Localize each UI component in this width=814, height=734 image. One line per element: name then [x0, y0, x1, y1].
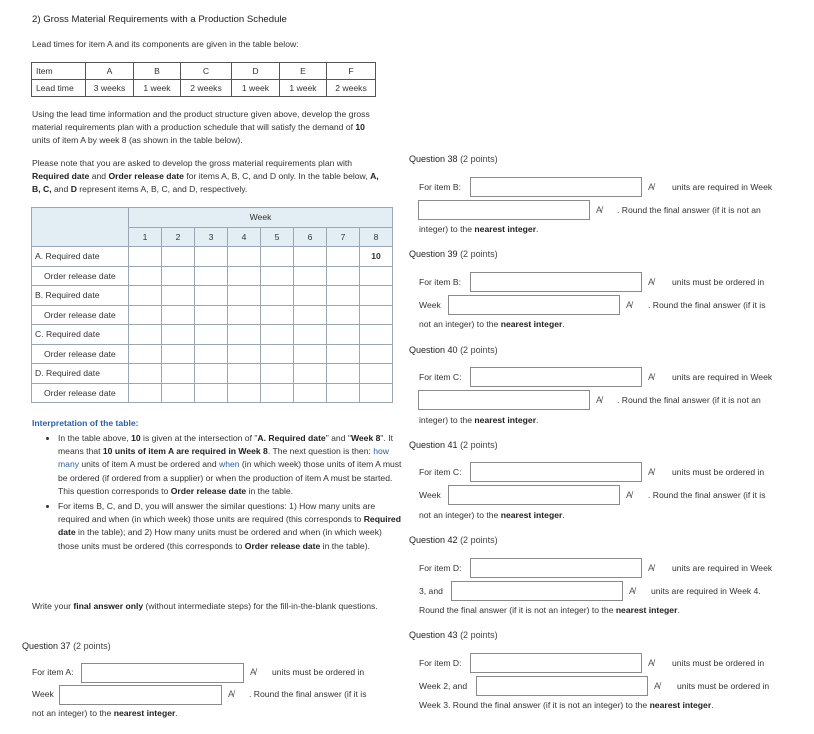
lead-th: E: [280, 63, 327, 80]
q40-note: integer) to the nearest integer.: [419, 415, 539, 425]
q42-text: 3, and: [419, 586, 443, 596]
q39-week-input[interactable]: [448, 295, 620, 315]
q41-label: For item C:: [419, 467, 462, 477]
q40-units-input[interactable]: [470, 367, 642, 387]
week-cell: [195, 344, 228, 364]
week-cell: [294, 383, 327, 403]
q40-text: . Round the final answer (if it is not an: [617, 395, 761, 405]
week-cell: [129, 383, 162, 403]
page-title: 2) Gross Material Requirements with a Production Schedule: [32, 14, 287, 25]
row-label: A. Required date: [32, 247, 129, 267]
week-number: 7: [327, 227, 360, 247]
week-cell: [294, 305, 327, 325]
week-cell: [294, 266, 327, 286]
week-cell: [129, 325, 162, 345]
q42-text: units are required in Week: [672, 563, 773, 573]
q43-text: units must be ordered in: [677, 681, 770, 691]
week-cell: [228, 325, 261, 345]
q43-note: Week 3. Round the final answer (if it is not an integer) to the nearest integer.: [419, 700, 714, 710]
q42-note: Round the final answer (if it is not an integer) to the nearest integer.: [419, 605, 680, 615]
week-cell: [261, 247, 294, 267]
q37-text: . Round the final answer (if it is: [249, 689, 367, 699]
week-cell: [195, 247, 228, 267]
week-table-row: [32, 305, 393, 325]
week-cell: [360, 325, 393, 345]
spellcheck-icon[interactable]: A̸: [648, 658, 655, 668]
lead-th: F: [327, 63, 376, 80]
q42-text: units are required in Week 4.: [651, 586, 761, 596]
q39-note: not an integer) to the nearest integer.: [419, 319, 565, 329]
week-cell: [162, 344, 195, 364]
q41-note: not an integer) to the nearest integer.: [419, 510, 565, 520]
spellcheck-icon[interactable]: A̸: [626, 300, 633, 310]
week-number: 1: [129, 227, 162, 247]
week-table-row: [32, 266, 393, 286]
lead-th: Item: [32, 63, 86, 80]
week-cell: [294, 344, 327, 364]
week-cell: [261, 266, 294, 286]
week-cell: [261, 383, 294, 403]
q38-title: Question 38 (2 points): [409, 154, 498, 164]
week-cell: [261, 286, 294, 306]
q40-title: Question 40 (2 points): [409, 345, 498, 355]
row-label: Order release date: [32, 383, 129, 403]
week-header: Week: [129, 208, 393, 228]
week-cell: [162, 364, 195, 384]
week-table-row: [32, 364, 393, 384]
spellcheck-icon[interactable]: A̸: [654, 681, 661, 691]
week-cell: [327, 364, 360, 384]
spellcheck-icon[interactable]: A̸: [648, 277, 655, 287]
week-cell: [195, 383, 228, 403]
spellcheck-icon[interactable]: A̸: [648, 182, 655, 192]
week-cell: [360, 383, 393, 403]
q39-label: For item B:: [419, 277, 462, 287]
week-table-row: [32, 383, 393, 403]
q37-week-input[interactable]: [59, 685, 222, 705]
lead-th: A: [86, 63, 134, 80]
q38-label: For item B:: [419, 182, 462, 192]
week-number: 6: [294, 227, 327, 247]
week-cell: [129, 305, 162, 325]
week-cell: [195, 266, 228, 286]
q38-note: integer) to the nearest integer.: [419, 224, 539, 234]
q43-label: For item D:: [419, 658, 462, 668]
q37-label: For item A:: [32, 667, 74, 677]
week-cell: [162, 286, 195, 306]
week-cell: [162, 305, 195, 325]
week-cell: [294, 364, 327, 384]
q39-text: units must be ordered in: [672, 277, 765, 287]
q41-week-label: Week: [419, 490, 441, 500]
week-table: [31, 207, 393, 403]
week-number: 8: [360, 227, 393, 247]
lead-intro: Lead times for item A and its components are given in the table below:: [32, 39, 299, 49]
lead-cell: 1 week: [280, 80, 327, 97]
spellcheck-icon[interactable]: A̸: [228, 689, 235, 699]
note-para: Please note that you are asked to develop the gross material requirements plan with Required date and Order release date for items A, B, C, and D only. In the table below, A, B, C, and D represent items A, B, C, and D, respectively.: [32, 158, 379, 194]
week-cell: [261, 325, 294, 345]
interpretation-title: Interpretation of the table:: [32, 418, 139, 428]
instructions-para: Using the lead time information and the product structure given above, develop the gross material requirements plan with a production schedule that will satisfy the demand of 10 units of item A by week 8 (as shown in the table below).: [32, 109, 370, 145]
q43-text: Week 2, and: [419, 681, 468, 691]
lead-cell: 1 week: [134, 80, 181, 97]
lead-th: C: [181, 63, 232, 80]
q39-text: . Round the final answer (if it is: [648, 300, 766, 310]
lead-th: D: [232, 63, 280, 80]
week-cell: [327, 305, 360, 325]
week-cell: [162, 266, 195, 286]
q41-text: . Round the final answer (if it is: [648, 490, 766, 500]
q37-week-label: Week: [32, 689, 54, 699]
week-cell: [294, 286, 327, 306]
week-cell: [129, 266, 162, 286]
week-cell: [327, 383, 360, 403]
week-table-row: [32, 344, 393, 364]
q40-week-input[interactable]: [418, 390, 590, 410]
week-cell: [195, 286, 228, 306]
week-cell: 10: [360, 247, 393, 267]
week-table-row: [32, 286, 393, 306]
week-cell: [228, 344, 261, 364]
q38-week-input[interactable]: [418, 200, 590, 220]
spellcheck-icon[interactable]: A̸: [629, 586, 636, 596]
bullet-2: • For items B, C, and D, you will answer the similar questions: 1) How many units are required and when (in which week) those units are required (this corresponds to Required date in the table); and 2) How many units must be ordered and when (in which week) those units must be ordered (this corresponds to Order release date in the table).: [58, 500, 403, 553]
week-cell: [360, 305, 393, 325]
q37-title: Question 37 (2 points): [22, 641, 111, 651]
week-cell: [228, 383, 261, 403]
q43-units-week2-input[interactable]: [470, 653, 642, 673]
week-cell: [228, 266, 261, 286]
spellcheck-icon[interactable]: A̸: [596, 395, 603, 405]
q43-units-week3-input[interactable]: [476, 676, 648, 696]
lead-row-label: Lead time: [32, 80, 86, 97]
lead-cell: 2 weeks: [327, 80, 376, 97]
week-cell: [129, 286, 162, 306]
week-number: 3: [195, 227, 228, 247]
week-cell: [228, 286, 261, 306]
week-corner: [32, 208, 129, 247]
q41-units-input[interactable]: [470, 462, 642, 482]
q38-text: . Round the final answer (if it is not an: [617, 205, 761, 215]
week-cell: [360, 286, 393, 306]
q37-units-input[interactable]: [81, 663, 244, 683]
spellcheck-icon[interactable]: A̸: [596, 205, 603, 215]
interpretation-list: [34, 432, 403, 555]
week-number: 2: [162, 227, 195, 247]
week-cell: [360, 344, 393, 364]
row-label: Order release date: [32, 344, 129, 364]
lead-th: B: [134, 63, 181, 80]
week-cell: [327, 266, 360, 286]
q39-week-label: Week: [419, 300, 441, 310]
week-cell: [360, 364, 393, 384]
week-cell: [129, 344, 162, 364]
week-cell: [195, 364, 228, 384]
q42-title: Question 42 (2 points): [409, 535, 498, 545]
week-cell: [129, 364, 162, 384]
week-cell: [162, 325, 195, 345]
row-label: B. Required date: [32, 286, 129, 306]
week-cell: [261, 364, 294, 384]
row-label: D. Required date: [32, 364, 129, 384]
q38-text: units are required in Week: [672, 182, 773, 192]
q42-units-week4-input[interactable]: [451, 581, 623, 601]
q41-title: Question 41 (2 points): [409, 440, 498, 450]
q41-text: units must be ordered in: [672, 467, 765, 477]
q40-text: units are required in Week: [672, 372, 773, 382]
week-number: 5: [261, 227, 294, 247]
week-cell: [261, 305, 294, 325]
final-answer-note: Write your final answer only (without intermediate steps) for the fill-in-the-blank questions.: [32, 601, 378, 611]
lead-cell: 3 weeks: [86, 80, 134, 97]
q39-units-input[interactable]: [470, 272, 642, 292]
row-label: C. Required date: [32, 325, 129, 345]
week-cell: [162, 383, 195, 403]
q38-units-input[interactable]: [470, 177, 642, 197]
q41-week-input[interactable]: [448, 485, 620, 505]
spellcheck-icon[interactable]: A̸: [648, 563, 655, 573]
week-cell: [294, 325, 327, 345]
week-cell: [228, 305, 261, 325]
bullet-1: • In the table above, 10 is given at the intersection of "A. Required date" and "Week 8". It means that 10 units of item A are required in Week 8. The next question is then: how many units of item A must be ordered and when (in which week) those units of item A must be ordered (if ordered from a supplier) or when the production of item A must be started. This question corresponds to Order release date in the table.: [58, 432, 403, 498]
week-cell: [327, 286, 360, 306]
q43-title: Question 43 (2 points): [409, 630, 498, 640]
spellcheck-icon[interactable]: A̸: [626, 490, 633, 500]
week-cell: [129, 247, 162, 267]
lead-cell: 2 weeks: [181, 80, 232, 97]
week-cell: [360, 266, 393, 286]
week-cell: [294, 247, 327, 267]
week-cell: [228, 247, 261, 267]
row-label: Order release date: [32, 305, 129, 325]
lead-time-table: [31, 62, 376, 97]
q42-units-week3-input[interactable]: [470, 558, 642, 578]
q37-text: units must be ordered in: [272, 667, 365, 677]
week-cell: [195, 325, 228, 345]
q43-text: units must be ordered in: [672, 658, 765, 668]
q40-label: For item C:: [419, 372, 462, 382]
week-table-row: [32, 325, 393, 345]
week-number: 4: [228, 227, 261, 247]
q37-note: not an integer) to the nearest integer.: [32, 708, 178, 718]
spellcheck-icon[interactable]: A̸: [250, 667, 257, 677]
week-cell: [327, 247, 360, 267]
q39-title: Question 39 (2 points): [409, 249, 498, 259]
row-label: Order release date: [32, 266, 129, 286]
spellcheck-icon[interactable]: A̸: [648, 372, 655, 382]
week-cell: [327, 325, 360, 345]
lead-cell: 1 week: [232, 80, 280, 97]
week-cell: [327, 344, 360, 364]
week-cell: [162, 247, 195, 267]
q42-label: For item D:: [419, 563, 462, 573]
week-table-row: [32, 247, 393, 267]
spellcheck-icon[interactable]: A̸: [648, 467, 655, 477]
week-cell: [228, 364, 261, 384]
week-cell: [195, 305, 228, 325]
week-cell: [261, 344, 294, 364]
